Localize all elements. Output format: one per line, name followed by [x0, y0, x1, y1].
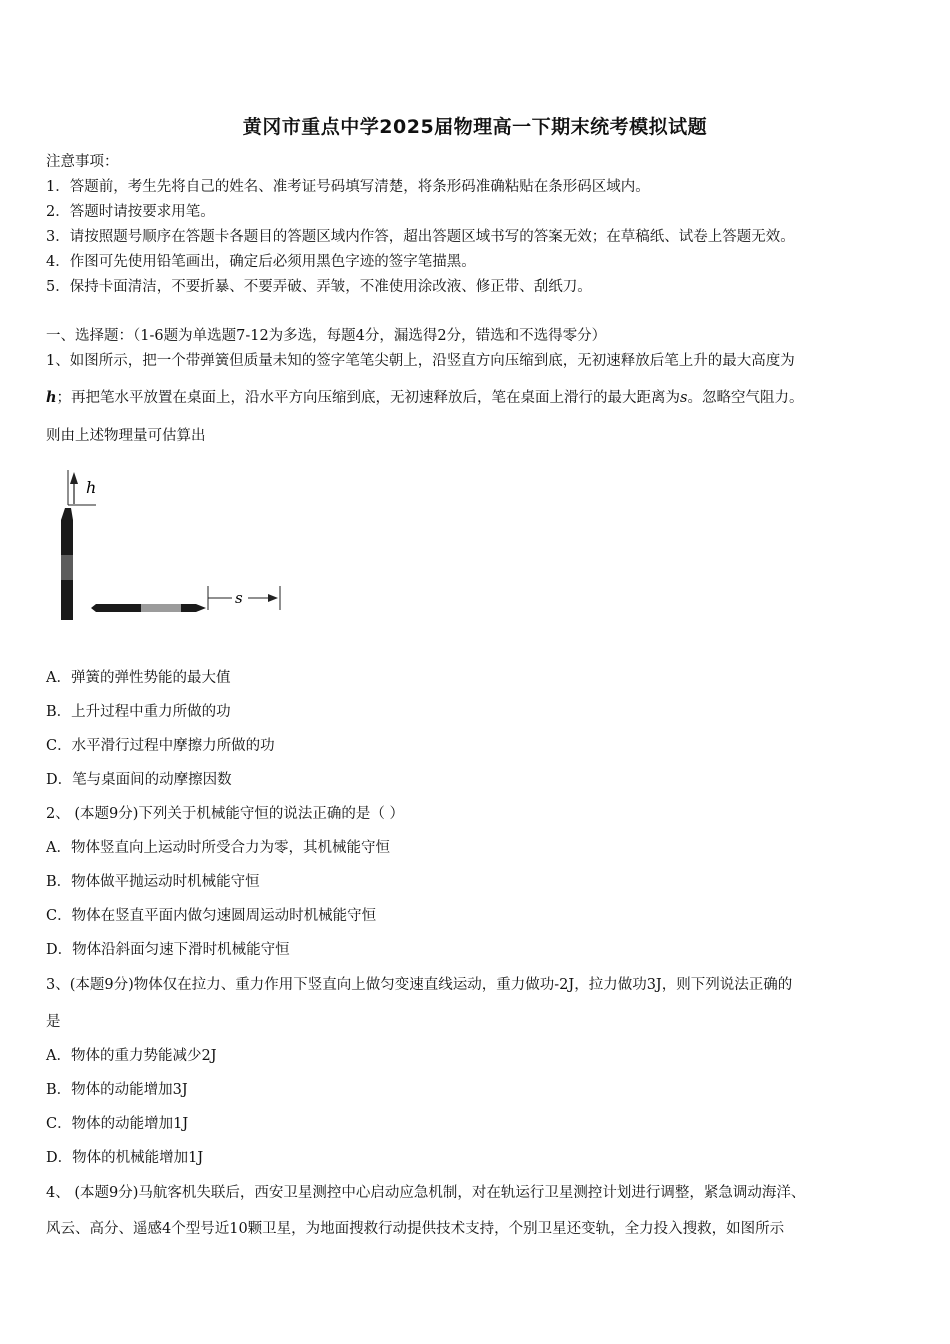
q1-stem-line1: 1、如图所示，把一个带弹簧但质量未知的签字笔笔尖朝上，沿竖直方向压缩到底，无初速释放后笔上升的最大高度为	[46, 353, 795, 369]
q1-option: B．上升过程中重力所做的功	[46, 704, 231, 720]
page-title: 黄冈市重点中学2025届物理高一下期末统考模拟试题	[242, 116, 708, 138]
s-label: s	[235, 589, 243, 607]
q3-stem-line2: 是	[46, 1014, 61, 1030]
q3-option: A．物体的重力势能减少2J	[46, 1048, 217, 1064]
h-label: h	[86, 478, 97, 497]
q1-option: A．弹簧的弹性势能的最大值	[46, 670, 231, 686]
q3-option: D．物体的机械能增加1J	[46, 1150, 204, 1166]
q1-option: C．水平滑行过程中摩擦力所做的功	[46, 738, 275, 754]
q4-stem-line1: 4、 (本题9分)马航客机失联后，西安卫星测控中心启动应急机制，对在轨运行卫星测控计划进行调整，紧急调动海洋、	[46, 1185, 806, 1201]
notice-item: 2．答题时请按要求用笔。	[46, 204, 215, 220]
q3-option: C．物体的动能增加1J	[46, 1116, 189, 1132]
q1-option: D．笔与桌面间的动摩擦因数	[46, 772, 232, 788]
var-h: h	[46, 389, 57, 406]
q2-option: C．物体在竖直平面内做匀速圆周运动时机械能守恒	[46, 908, 377, 924]
q1-stem-line3: 则由上述物理量可估算出	[46, 428, 206, 444]
q3-stem-line1: 3、(本题9分)物体仅在拉力、重力作用下竖直向上做匀变速直线运动，重力做功-2J，拉力做功3J，则下列说法正确的	[46, 977, 793, 993]
h-arrow-head	[70, 472, 78, 484]
notice-item: 3．请按照题号顺序在答题卡各题目的答题区域内作答，超出答题区域书写的答案无效；在草稿纸、试卷上答题无效。	[46, 229, 795, 245]
section-heading: 一、选择题：（1-6题为单选题7-12为多选，每题4分，漏选得2分，错选和不选得零分）	[46, 328, 607, 344]
var-s: s	[680, 390, 688, 406]
q2-option: B．物体做平抛运动时机械能守恒	[46, 874, 260, 890]
q2-option: D．物体沿斜面匀速下滑时机械能守恒	[46, 942, 290, 958]
pen-figure	[46, 460, 296, 634]
notice-item: 1．答题前，考生先将自己的姓名、准考证号码填写清楚，将条形码准确粘贴在条形码区域内。	[46, 179, 650, 195]
q4-stem-line2: 风云、高分、遥感4个型号近10颗卫星，为地面搜救行动提供技术支持，个别卫星还变轨，全力投入搜救，如图所示	[46, 1221, 785, 1237]
q2-option: A．物体竖直向上运动时所受合力为零，其机械能守恒	[46, 840, 390, 856]
q2-stem: 2、 (本题9分)下列关于机械能守恒的说法正确的是（ ）	[46, 806, 404, 822]
q3-option: B．物体的动能增加3J	[46, 1082, 188, 1098]
q1-stem-line2	[46, 388, 910, 408]
s-arrow-head	[268, 594, 278, 602]
notice-heading: 注意事项：	[46, 154, 119, 170]
q1-stem-text: ；再把笔水平放置在桌面上，沿水平方向压缩到底，无初速释放后，笔在桌面上滑行的最大距离为	[56, 390, 681, 406]
notice-item: 4．作图可先使用铅笔画出，确定后必须用黑色字迹的签字笔描黑。	[46, 254, 476, 270]
q1-stem-text-end: 。忽略空气阻力。	[687, 390, 804, 406]
notice-item: 5．保持卡面清洁，不要折暴、不要弄破、弄皱，不准使用涂改液、修正带、刮纸刀。	[46, 279, 592, 295]
